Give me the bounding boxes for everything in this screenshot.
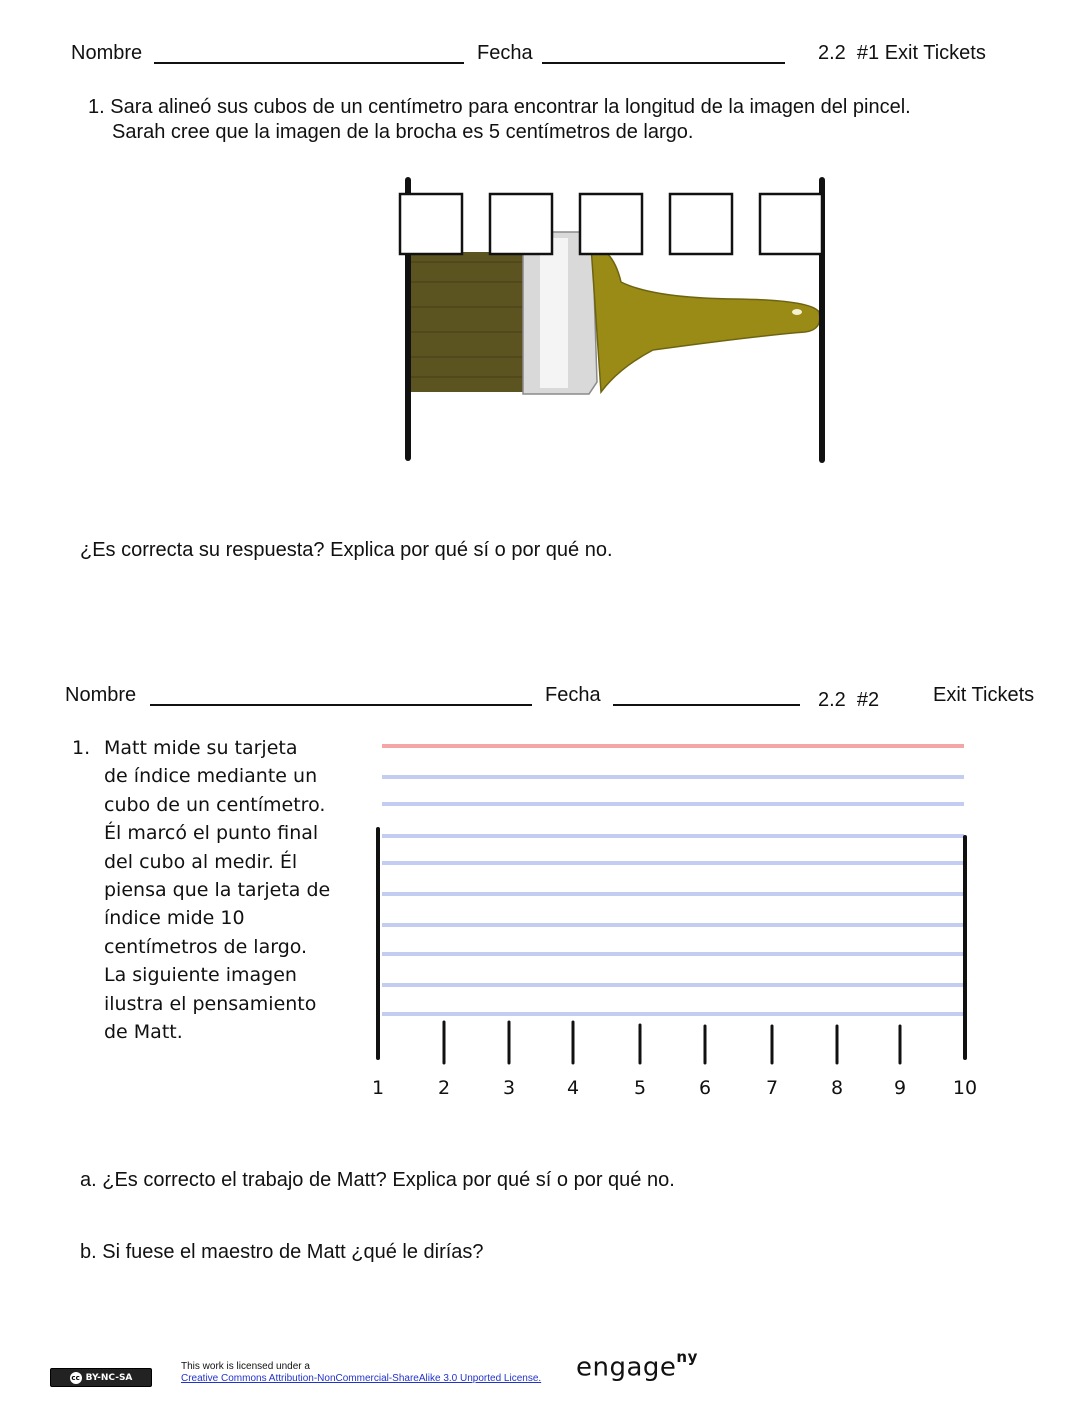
ticket-label: 2.2 #1 Exit Tickets xyxy=(818,42,986,64)
ticket-title: Exit Tickets xyxy=(933,684,1035,706)
license-link[interactable]: Creative Commons Attribution-NonCommercial-ShareAlike 3.0 Unported License. xyxy=(181,1373,542,1384)
tick-label: 10 xyxy=(952,1077,978,1099)
centimeter-cube xyxy=(400,194,462,254)
matt-question-text xyxy=(104,734,354,1046)
centimeter-cube xyxy=(670,194,732,254)
paintbrush-illustration xyxy=(395,172,835,468)
date-field[interactable] xyxy=(542,62,785,64)
engageny-logo xyxy=(576,1348,698,1383)
question-1-line-2: Sarah cree que la imagen de la brocha es 5 centímetros de largo. xyxy=(112,121,694,143)
tick-label: 7 xyxy=(765,1077,779,1099)
name-field[interactable] xyxy=(154,62,464,64)
tick-label: 6 xyxy=(698,1077,712,1099)
question-number: 1. xyxy=(72,737,91,759)
badge-text: BY-NC-SA xyxy=(85,1372,133,1383)
matt-question-line: cubo de un centímetro. xyxy=(104,793,326,816)
centimeter-cube xyxy=(580,194,642,254)
tick-label: 9 xyxy=(893,1077,907,1099)
matt-question-line: del cubo al medir. Él xyxy=(104,850,298,873)
matt-question-line: centímetros de largo. xyxy=(104,935,308,958)
cc-icon: cc xyxy=(71,1373,80,1382)
license-text: This work is licensed under a xyxy=(181,1361,310,1372)
ticket-1-prompt: ¿Es correcta su respuesta? Explica por qué sí o por qué no. xyxy=(80,539,613,561)
date-label: Fecha xyxy=(545,684,601,706)
name-field[interactable] xyxy=(150,704,532,706)
part-a-prompt: a. ¿Es correcto el trabajo de Matt? Explica por qué sí o por qué no. xyxy=(80,1169,675,1191)
cc-license-badge[interactable] xyxy=(50,1368,152,1387)
tick-label: 1 xyxy=(371,1077,385,1099)
matt-question-line: Matt mide su tarjeta xyxy=(104,737,298,759)
brand-word: engage xyxy=(576,1352,677,1383)
brand-sup: ny xyxy=(676,1348,698,1366)
index-card-illustration xyxy=(360,732,1000,1108)
brush-handle xyxy=(591,246,820,392)
index-card-lines xyxy=(382,746,964,1014)
matt-question-line: La siguiente imagen xyxy=(104,964,297,987)
tick-label: 2 xyxy=(437,1077,451,1099)
tick-label: 8 xyxy=(830,1077,844,1099)
matt-question-line: de índice mediante un xyxy=(104,765,318,788)
centimeter-cubes xyxy=(400,194,822,254)
tick-label: 5 xyxy=(633,1077,647,1099)
matt-question-line: de Matt. xyxy=(104,1021,183,1044)
name-label: Nombre xyxy=(71,42,143,64)
tick-label: 4 xyxy=(566,1077,580,1099)
ticket-number: 2.2 #2 xyxy=(818,689,880,711)
matt-question-line: piensa que la tarjeta de xyxy=(104,879,331,902)
tick-label: 3 xyxy=(502,1077,516,1099)
matt-question-line: índice mide 10 xyxy=(104,907,245,930)
cube-endpoint-marks xyxy=(372,829,977,1099)
date-field[interactable] xyxy=(613,704,800,706)
name-label: Nombre xyxy=(65,684,137,706)
matt-question-line: ilustra el pensamiento xyxy=(104,992,317,1015)
centimeter-cube xyxy=(490,194,552,254)
centimeter-cube xyxy=(760,194,822,254)
matt-question-line: Él marcó el punto final xyxy=(104,822,319,845)
date-label: Fecha xyxy=(477,42,533,64)
part-b-prompt: b. Si fuese el maestro de Matt ¿qué le dirías? xyxy=(80,1241,484,1263)
question-1-line-1: 1. Sara alineó sus cubos de un centímetro para encontrar la longitud de la imagen del pincel. xyxy=(88,96,911,118)
